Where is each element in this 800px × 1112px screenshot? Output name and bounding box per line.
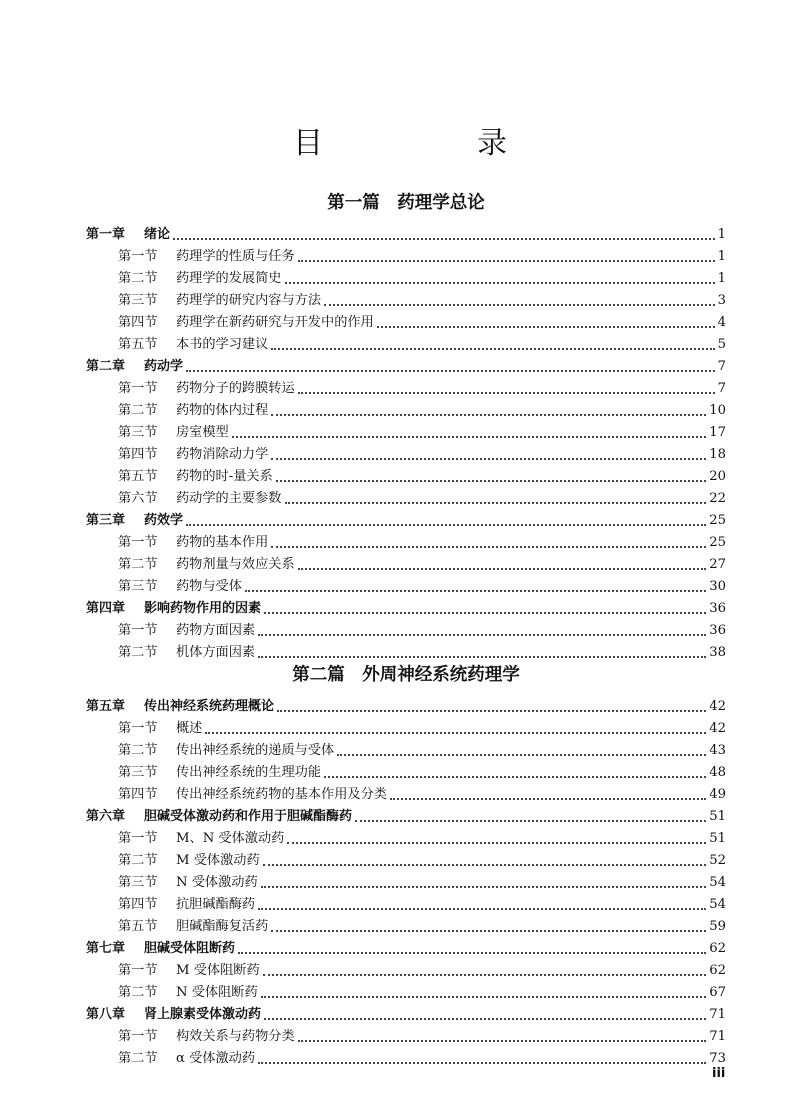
section-label [118, 896, 255, 914]
toc-section-entry[interactable] [86, 464, 726, 486]
toc-chapter-entry[interactable] [86, 222, 726, 244]
section-page: 17 [709, 425, 726, 440]
dot-leader [263, 974, 707, 976]
section-label [118, 556, 295, 574]
toc-section-entry[interactable] [86, 332, 726, 354]
section-page: 20 [709, 469, 726, 484]
section-page: 3 [717, 293, 726, 308]
chapter-number: 第六章 [86, 809, 126, 824]
chapter-page: 42 [709, 699, 726, 714]
table-of-contents [86, 190, 726, 1068]
section-title: 药物方面因素 [176, 623, 256, 638]
section-label [118, 578, 242, 596]
section-title: 药动学的主要参数 [176, 491, 282, 506]
dot-leader [298, 568, 707, 570]
section-number: 第五节 [118, 337, 158, 352]
section-number: 第三节 [118, 425, 158, 440]
toc-section-entry[interactable] [86, 760, 726, 782]
chapter-title: 胆碱受体阻断药 [144, 941, 236, 956]
section-page: 4 [717, 315, 726, 330]
section-title: 药物的体内过程 [176, 403, 269, 418]
section-page: 48 [709, 765, 726, 780]
chapter-label [86, 358, 183, 376]
chapter-page: 7 [717, 359, 726, 374]
section-label [118, 622, 255, 640]
section-page: 59 [709, 919, 726, 934]
toc-section-entry[interactable] [86, 398, 726, 420]
dot-leader [263, 864, 707, 866]
section-title: 传出神经系统的生理功能 [176, 765, 322, 780]
section-label [118, 830, 284, 848]
section-title: 本书的学习建议 [176, 337, 269, 352]
section-label [118, 720, 202, 738]
toc-section-entry[interactable] [86, 914, 726, 936]
chapter-label [86, 600, 261, 618]
toc-section-entry[interactable] [86, 552, 726, 574]
section-title: 药物消除动力学 [176, 447, 269, 462]
chapter-label [86, 698, 274, 716]
section-title: 构效关系与药物分类 [176, 1029, 295, 1044]
toc-section-entry[interactable] [86, 574, 726, 596]
toc-chapter-entry[interactable] [86, 508, 726, 530]
section-page: 38 [709, 645, 726, 660]
section-number: 第四节 [118, 897, 158, 912]
toc-section-entry[interactable] [86, 244, 726, 266]
section-title: 抗胆碱酯酶药 [176, 897, 256, 912]
section-title: α 受体激动药 [176, 1051, 256, 1066]
dot-leader [271, 458, 706, 460]
section-number: 第六节 [118, 491, 158, 506]
toc-chapter-entry[interactable] [86, 694, 726, 716]
section-title: N 受体阻断药 [176, 985, 258, 1000]
section-number: 第一节 [118, 623, 158, 638]
section-label [118, 918, 268, 936]
section-number: 第一节 [118, 381, 158, 396]
section-page: 1 [717, 249, 726, 264]
section-title: 胆碱酯酶复活药 [176, 919, 269, 934]
toc-section-entry[interactable] [86, 1024, 726, 1046]
section-page: 43 [709, 743, 726, 758]
section-number: 第三节 [118, 875, 158, 890]
chapter-number: 第五章 [86, 699, 126, 714]
section-page: 54 [709, 875, 726, 890]
chapter-number: 第一章 [86, 227, 126, 242]
section-title: 药物的基本作用 [176, 535, 269, 550]
section-title: 药物分子的跨膜转运 [176, 381, 295, 396]
toc-section-entry[interactable] [86, 870, 726, 892]
toc-section-entry[interactable] [86, 848, 726, 870]
toc-section-entry[interactable] [86, 310, 726, 332]
dot-leader [337, 754, 706, 756]
section-number: 第二节 [118, 557, 158, 572]
toc-chapter-entry[interactable] [86, 1002, 726, 1024]
section-number: 第二节 [118, 743, 158, 758]
chapter-number: 第四章 [86, 601, 126, 616]
section-page: 18 [709, 447, 726, 462]
section-page: 36 [709, 623, 726, 638]
section-title: 房室模型 [176, 425, 229, 440]
toc-section-entry[interactable] [86, 420, 726, 442]
dot-leader [355, 820, 706, 822]
section-number: 第二节 [118, 985, 158, 1000]
section-label [118, 270, 282, 288]
section-label [118, 292, 321, 310]
toc-section-entry[interactable] [86, 1046, 726, 1068]
section-number: 第三节 [118, 579, 158, 594]
section-title: 药理学的性质与任务 [176, 249, 295, 264]
toc-chapter-entry[interactable] [86, 936, 726, 958]
dot-leader [258, 908, 706, 910]
toc-section-entry[interactable] [86, 738, 726, 760]
section-page: 7 [717, 381, 726, 396]
section-number: 第四节 [118, 447, 158, 462]
section-label [118, 402, 268, 420]
section-number: 第一节 [118, 1029, 158, 1044]
section-title: 药理学在新药研究与开发中的作用 [176, 315, 374, 330]
section-title: 药物与受体 [176, 579, 242, 594]
dot-leader [271, 546, 706, 548]
dot-leader [258, 634, 706, 636]
section-page: 54 [709, 897, 726, 912]
chapter-label [86, 808, 352, 826]
dot-leader [173, 238, 715, 240]
section-title: M、N 受体激动药 [176, 831, 285, 846]
section-page: 25 [709, 535, 726, 550]
dot-leader [324, 304, 715, 306]
chapter-label [86, 512, 183, 530]
toc-section-entry[interactable] [86, 892, 726, 914]
section-label [118, 984, 258, 1002]
section-page: 27 [709, 557, 726, 572]
section-label [118, 424, 229, 442]
section-number: 第一节 [118, 721, 158, 736]
dot-leader [276, 480, 706, 482]
section-number: 第一节 [118, 535, 158, 550]
section-title: 药物的时-量关系 [176, 469, 273, 484]
chapter-label [86, 226, 170, 244]
dot-leader [390, 798, 706, 800]
section-label [118, 1028, 295, 1046]
toc-section-entry[interactable] [86, 826, 726, 848]
dot-leader [264, 612, 706, 614]
section-page: 49 [709, 787, 726, 802]
section-page: 71 [709, 1029, 726, 1044]
section-label [118, 446, 268, 464]
section-number: 第三节 [118, 293, 158, 308]
chapter-number: 第三章 [86, 513, 126, 528]
section-label [118, 534, 268, 552]
section-number: 第四节 [118, 787, 158, 802]
chapter-title: 肾上腺素受体激动药 [144, 1007, 262, 1022]
section-label [118, 742, 334, 760]
dot-leader [285, 282, 715, 284]
section-number: 第二节 [118, 403, 158, 418]
section-title: M 受体激动药 [176, 853, 260, 868]
chapter-page: 1 [717, 227, 726, 242]
toc-section-entry[interactable] [86, 980, 726, 1002]
section-number: 第五节 [118, 919, 158, 934]
section-title: 传出神经系统的递质与受体 [176, 743, 335, 758]
chapter-page: 51 [709, 809, 726, 824]
toc-section-entry[interactable] [86, 376, 726, 398]
section-page: 22 [709, 491, 726, 506]
dot-leader [271, 930, 706, 932]
dot-leader [186, 370, 715, 372]
section-label [118, 1050, 255, 1068]
chapter-title: 胆碱受体激动药和作用于胆碱酯酶药 [144, 809, 353, 824]
section-title: M 受体阻断药 [176, 963, 260, 978]
dot-leader [238, 952, 706, 954]
chapter-title: 药动学 [144, 359, 184, 374]
section-label [118, 644, 255, 662]
section-page: 5 [717, 337, 726, 352]
section-number: 第一节 [118, 249, 158, 264]
dot-leader [285, 502, 707, 504]
section-page: 52 [709, 853, 726, 868]
page-title: 目 录 [293, 126, 569, 161]
toc-chapter-entry[interactable] [86, 354, 726, 376]
section-page: 67 [709, 985, 726, 1000]
toc-section-entry[interactable] [86, 486, 726, 508]
section-title: N 受体激动药 [176, 875, 258, 890]
section-label [118, 490, 282, 508]
toc-section-entry[interactable] [86, 266, 726, 288]
section-title: 药物剂量与效应关系 [176, 557, 295, 572]
section-title: 药理学的发展简史 [176, 271, 282, 286]
dot-leader [258, 656, 706, 658]
section-page: 73 [709, 1051, 726, 1066]
section-number: 第四节 [118, 315, 158, 330]
chapter-label [86, 940, 235, 958]
dot-leader [186, 524, 706, 526]
section-label [118, 962, 260, 980]
toc-section-entry[interactable] [86, 716, 726, 738]
chapter-number: 第二章 [86, 359, 126, 374]
chapter-page: 71 [709, 1007, 726, 1022]
chapter-title: 绪论 [144, 227, 171, 242]
section-label [118, 852, 260, 870]
section-label [118, 764, 321, 782]
dot-leader [287, 842, 706, 844]
dot-leader [271, 348, 714, 350]
toc-section-entry[interactable] [86, 782, 726, 804]
toc-chapter-entry[interactable] [86, 804, 726, 826]
toc-section-entry[interactable] [86, 530, 726, 552]
section-label [118, 248, 295, 266]
section-number: 第五节 [118, 469, 158, 484]
toc-section-entry[interactable] [86, 618, 726, 640]
section-page: 30 [709, 579, 726, 594]
section-number: 第二节 [118, 1051, 158, 1066]
section-page: 51 [709, 831, 726, 846]
section-title: 机体方面因素 [176, 645, 256, 660]
section-label [118, 314, 374, 332]
section-title: 概述 [176, 721, 203, 736]
dot-leader [298, 392, 715, 394]
part-heading: 第一篇 药理学总论 [327, 193, 485, 213]
chapter-title: 传出神经系统药理概论 [144, 699, 275, 714]
section-number: 第二节 [118, 645, 158, 660]
section-number: 第一节 [118, 831, 158, 846]
section-number: 第二节 [118, 271, 158, 286]
section-title: 药理学的研究内容与方法 [176, 293, 322, 308]
dot-leader [232, 436, 706, 438]
section-number: 第三节 [118, 765, 158, 780]
section-number: 第二节 [118, 853, 158, 868]
chapter-page: 25 [709, 513, 726, 528]
section-label [118, 786, 387, 804]
dot-leader [245, 590, 706, 592]
dot-leader [258, 1062, 706, 1064]
section-label [118, 336, 268, 354]
chapter-number: 第七章 [86, 941, 126, 956]
chapter-number: 第八章 [86, 1007, 126, 1022]
dot-leader [298, 1040, 707, 1042]
dot-leader [277, 710, 706, 712]
section-label [118, 468, 273, 486]
chapter-page: 36 [709, 601, 726, 616]
section-page: 42 [709, 721, 726, 736]
toc-section-entry[interactable] [86, 640, 726, 662]
section-title: 传出神经系统药物的基本作用及分类 [176, 787, 387, 802]
section-number: 第一节 [118, 963, 158, 978]
dot-leader [261, 886, 707, 888]
dot-leader [271, 414, 706, 416]
section-label [118, 874, 258, 892]
toc-section-entry[interactable] [86, 442, 726, 464]
dot-leader [298, 260, 715, 262]
chapter-label [86, 1006, 261, 1024]
chapter-title: 药效学 [144, 513, 184, 528]
section-page: 1 [717, 271, 726, 286]
dot-leader [324, 776, 706, 778]
dot-leader [377, 326, 715, 328]
toc-section-entry[interactable] [86, 958, 726, 980]
chapter-title: 影响药物作用的因素 [144, 601, 262, 616]
dot-leader [261, 996, 707, 998]
chapter-page: 62 [709, 941, 726, 956]
section-label [118, 380, 295, 398]
section-page: 10 [709, 403, 726, 418]
toc-chapter-entry[interactable] [86, 596, 726, 618]
page-number: iii [712, 1066, 726, 1081]
dot-leader [264, 1018, 706, 1020]
toc-section-entry[interactable] [86, 288, 726, 310]
part-heading: 第二篇 外周神经系统药理学 [292, 665, 520, 685]
section-page: 62 [709, 963, 726, 978]
dot-leader [205, 732, 706, 734]
